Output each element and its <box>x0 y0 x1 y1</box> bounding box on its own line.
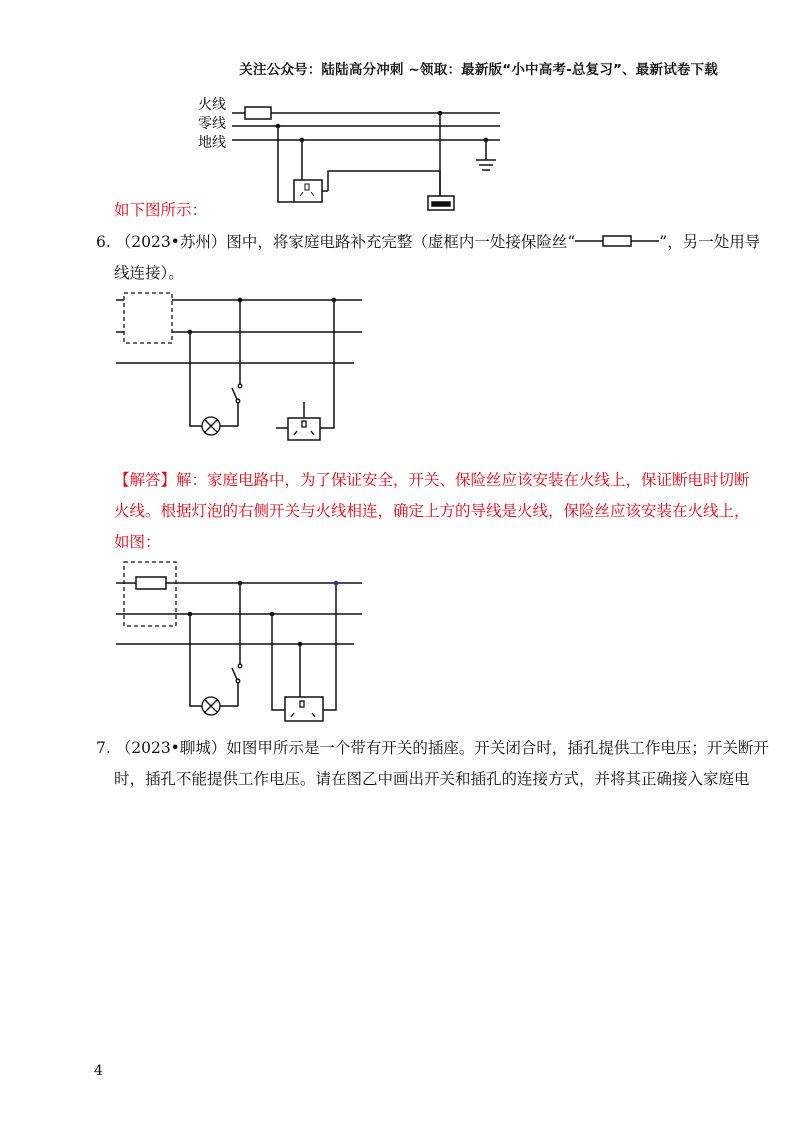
answer6-tag: 【解答】 <box>114 471 177 489</box>
question6-line2: 线连接）。 <box>114 264 184 282</box>
answer6-line3: 如图： <box>114 533 161 551</box>
question6-text-a: 图中，将家庭电路补充完整（虚框内一处接保险丝“ <box>226 233 576 251</box>
page-header: 关注公众号：陆陆高分冲刺 ~领取：最新版“小中高考-总复习”、最新试卷下载 <box>239 62 718 78</box>
answer6-text1: 解：家庭电路中，为了保证安全，开关、保险丝应该安装在火线上，保证断电时切断 <box>176 471 750 489</box>
question7-source: （2023•聊城） <box>115 739 227 757</box>
question7-line2: 时，插孔不能提供工作电压。请在图乙中画出开关和插孔的连接方式，并将其正确接入家庭电 <box>114 770 750 788</box>
question6-text-b: ”，另一处用导 <box>659 233 761 251</box>
question6-source: （2023•苏州） <box>115 233 227 251</box>
figure-1-circuit <box>190 92 510 217</box>
answer5-caption: 如下图所示： <box>114 201 208 219</box>
answer6-line2: 火线。根据灯泡的右侧开关与火线相连，确定上方的导线是火线，保险丝应该安装在火线上， <box>114 502 750 520</box>
page-number: 4 <box>94 1063 103 1079</box>
figure-answer6-circuit <box>110 560 370 725</box>
question7-number: 7. <box>96 739 111 757</box>
figure-q6-circuit <box>110 290 370 445</box>
answer6-line1 <box>114 470 750 490</box>
question7-line1 <box>96 738 769 758</box>
fuse-symbol-icon <box>575 234 659 248</box>
question7-text1: 如图甲所示是一个带有开关的插座。开关闭合时，插孔提供工作电压；开关断开 <box>226 739 769 757</box>
label-neutral-wire: 零线 <box>198 116 226 132</box>
question6-line1 <box>96 232 760 252</box>
label-live-wire: 火线 <box>198 97 226 113</box>
question6-number: 6. <box>96 233 111 251</box>
label-ground-wire: 地线 <box>198 135 226 151</box>
